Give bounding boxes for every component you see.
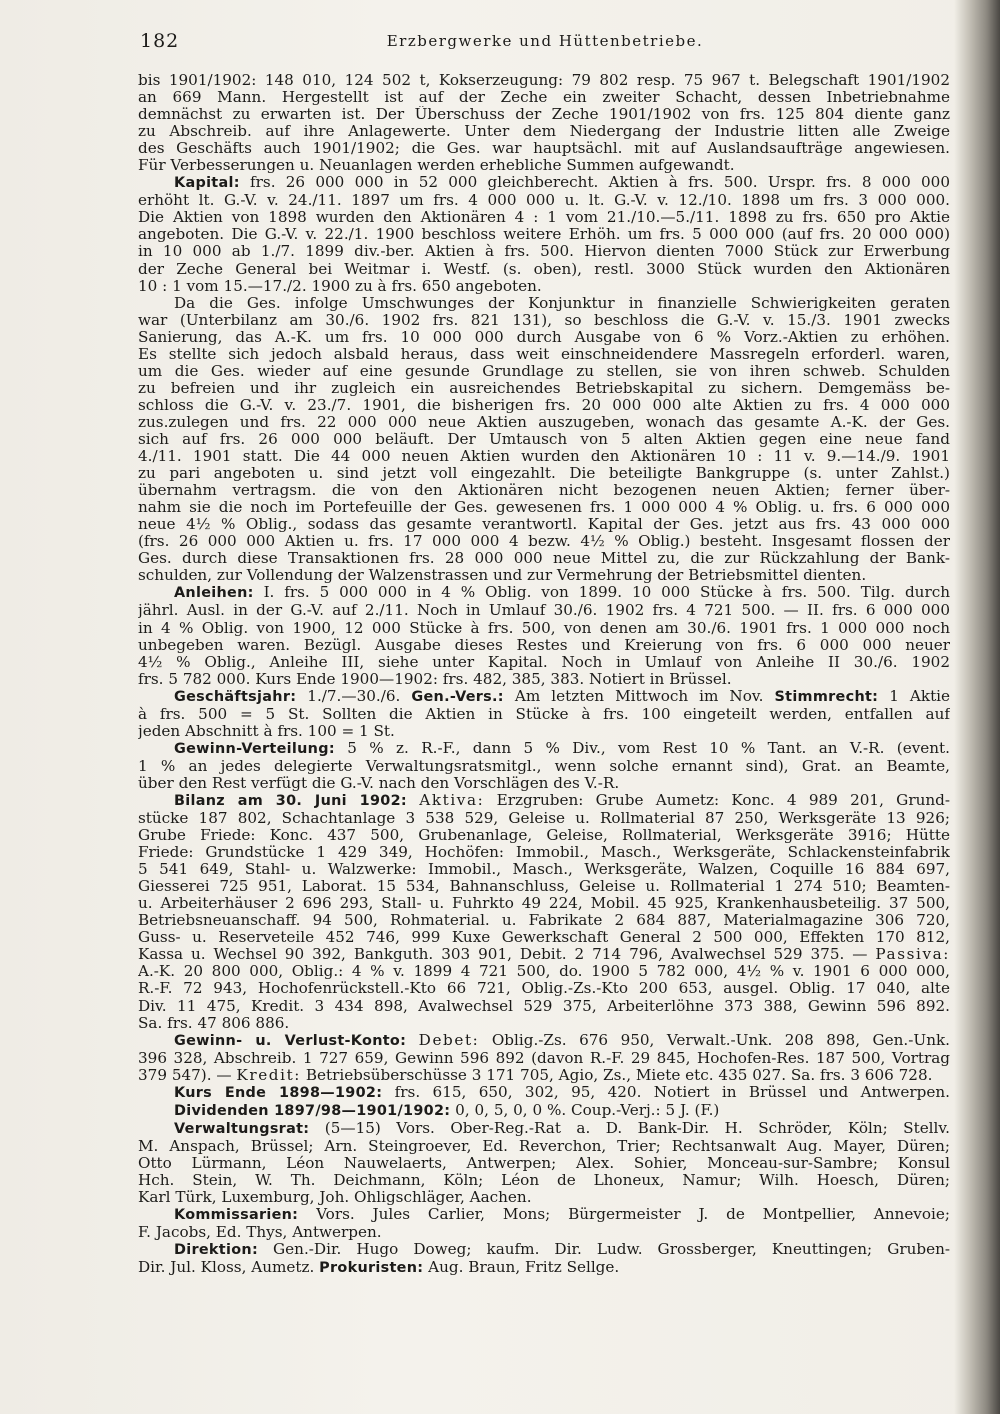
text-run: schulden, zur Vollendung der Walzenstrassen und zur Vermehrung der Betriebsmittel dienten. [138,567,867,585]
text-line [138,740,950,758]
text-line [138,516,950,533]
text-line [138,1015,950,1032]
text-run: Hch. Stein, W. Th. Deichmann, Köln; Léon de Lhoneux, Namur; Wilh. Hoesch, Düren; [138,1172,950,1189]
spaced-label: Debet: [418,1031,480,1049]
text-line [138,929,950,946]
text-line [138,1067,950,1084]
text-run: A.-K. 20 800 000, Oblig.: 4 % v. 1899 4 721 500, do. 1900 5 782 000, 4½ % v. 1901 6 000 000, [138,963,950,981]
text-line [138,499,950,516]
text-line [138,706,950,723]
text-run: Erzgruben: Grube Aumetz: Konc. 4 989 201, Grund- [484,791,950,809]
text-line [138,602,950,619]
text-line [138,688,950,706]
text-run: schloss die G.-V. v. 23./7. 1901, die bisherigen frs. 20 000 000 alte Aktien zu frs. 4 000 000 [138,396,950,414]
text-run: Sanierung, das A.-K. um frs. 10 000 000 durch Ausgabe von 6 % Vorz.-Aktien zu erhöhen. [138,328,950,346]
text-run: Sa. frs. 47 806 886. [138,1014,290,1032]
text-line [138,1084,950,1102]
text-run: über den Rest verfügt die G.-V. nach den Vorschlägen des V.-R. [138,774,620,792]
text-run: 1./7.—30./6. [296,687,412,705]
text-line [138,792,950,810]
section-label: Geschäftsjahr: [174,688,297,705]
text-run: in 4 % Oblig. von 1900, 12 000 Stücke à frs. 500, von denen am 30./6. 1901 frs. 1 000 000 noch [138,619,950,637]
spaced-label: Kredit: [236,1066,301,1084]
text-line [138,363,950,380]
section-label: Gewinn- u. Verlust-Konto: [174,1032,407,1049]
text-run: war (Unterbilanz am 30./6. 1902 frs. 821 131), so beschloss die G.-V. v. 15./3. 1901 zwecks [138,311,950,329]
text-run: Friede: Grundstücke 1 429 349, Hochöfen: Immobil., Masch., Werksgeräte, Schlackensteinfabrik [138,844,950,862]
text-line [138,397,950,414]
section-label: Stimmrecht: [774,688,879,705]
text-run: 396 328, Abschreib. 1 727 659, Gewinn 596 892 (davon R.-F. 29 845, Hochofen-Res. 187 500, Vortrag [138,1049,950,1067]
text-run: sich auf frs. 26 000 000 beläuft. Der Umtausch von 5 alten Aktien gegen eine neue fand [138,430,950,448]
text-line [138,878,950,895]
text-line [138,1189,950,1206]
spaced-label: Passiva: [875,946,950,964]
text-line [138,998,950,1015]
text-line [138,1224,950,1241]
section-label: Prokuristen: [319,1260,424,1277]
text-run: Dir. Jul. Kloss, Aumetz. [138,1259,320,1277]
text-line [138,550,950,567]
text-line [138,157,950,174]
text-line [138,1259,950,1277]
text-run: des Geschäfts auch 1901/1902; die Ges. war hauptsächl. mit auf Auslandsaufträge angewiesen. [138,140,950,158]
text-line [138,1032,950,1050]
text-run: u. Arbeiterhäuser 2 696 293, Stall- u. Fuhrkto 49 224, Mobil. 45 925, Krankenhausbeteilig. 37 500, [138,895,950,913]
text-run: an 669 Mann. Hergestellt ist auf der Zeche ein zweiter Schacht, dessen Inbetriebnahme [138,89,950,107]
text-run: stücke 187 802, Schachtanlage 3 538 529, Geleise u. Rollmaterial 87 250, Werksgeräte 13 926; [138,810,950,828]
text-run: Oblig.-Zs. 676 950, Verwalt.-Unk. 208 898, Gen.-Unk. [479,1031,950,1049]
text-run: (5—15) Vors. Ober-Reg.-Rat a. D. Bank-Dir. H. Schröder, Köln; Stellv. [309,1119,950,1137]
text-line [138,844,950,861]
text-line [138,895,950,912]
text-run: Karl Türk, Luxemburg, Joh. Ohligschläger, Aachen. [138,1189,532,1207]
text-run: frs. 26 000 000 in 52 000 gleichberecht. Aktien à frs. 500. Urspr. frs. 8 000 000 [239,174,950,192]
text-run: Grube Friede: Konc. 437 500, Grubenanlage, Geleise, Rollmaterial, Werksgeräte 3916; Hütte [138,827,950,845]
section-label: Gewinn-Verteilung: [174,740,335,757]
text-line [138,671,950,688]
text-line [138,192,950,209]
text-line [138,106,950,123]
text-run: Otto Lürmann, Léon Nauwelaerts, Antwerpen; Alex. Sohier, Monceau-sur-Sambre; Konsul [138,1154,950,1172]
section-label: Gen.-Vers.: [411,688,504,705]
text-run: Ges. durch diese Transaktionen frs. 28 000 000 neue Mittel zu, die zur Rückzahlung der Bank- [138,550,950,568]
text-run: zu befreien und ihr zugleich ein ausreichendes Betriebskapital zu sichern. Demgemäss be- [138,379,950,397]
text-run: Es stellte sich jedoch alsbald heraus, dass weit einschneidendere Massregeln erforderl. waren, [138,345,950,363]
running-head [140,30,950,56]
text-line [138,654,950,671]
text-line [138,209,950,226]
text-run: M. Anspach, Brüssel; Arn. Steingroever, Ed. Reverchon, Trier; Rechtsanwalt Aug. Mayer, Düren; [138,1137,950,1155]
text-run: demnächst zu erwarten ist. Der Überschuss der Zeche 1901/1902 von frs. 125 804 diente ganz [138,106,950,124]
text-line [138,980,950,997]
text-line [138,431,950,448]
section-label: Kommissarien: [174,1207,299,1224]
text-line [138,912,950,929]
page-number: 182 [140,30,180,52]
text-run: 4./11. 1901 statt. Die 44 000 neuen Aktien wurden den Aktionären 10 : 11 v. 9.—14./9. 1901 [138,448,950,466]
text-run: bis 1901/1902: 148 010, 124 502 t, Kokserzeugung: 79 802 resp. 75 967 t. Belegschaft 1901/1902 [138,72,950,89]
text-line [138,533,950,550]
section-label: Dividenden 1897/98—1901/1902: [174,1102,451,1119]
text-run: Giesserei 725 951, Laborat. 15 534, Bahnanschluss, Geleise u. Rollmaterial 1 274 510; Beamten- [138,878,950,896]
section-label: Bilanz am 30. Juni 1902: [174,792,407,809]
text-line [138,1155,950,1172]
text-line [138,584,950,602]
text-run: Vors. Jules Carlier, Mons; Bürgermeister J. de Montpellier, Annevoie; [298,1206,950,1224]
text-line [138,1241,950,1259]
text-line [138,140,950,157]
text-run: 5 % z. R.-F., dann 5 % Div., vom Rest 10 % Tant. an V.-R. (event. [334,739,950,757]
text-line [138,620,950,637]
text-run: Guss- u. Reserveteile 452 746, 999 Kuxe Gewerkschaft General 2 500 000, Effekten 170 812, [138,929,950,947]
text-run: 1 Aktie [878,687,950,705]
text-run: 0, 0, 5, 0, 0 %. Coup.-Verj.: 5 J. (F.) [450,1101,720,1119]
text-run: 5 541 649, Stahl- u. Walzwerke: Immobil., Masch., Werksgeräte, Walzen, Coquille 16 884 697, [138,861,950,879]
text-run: zu Abschreib. auf ihre Anlagewerte. Unter dem Niedergang der Industrie litten alle Zweige [138,123,950,141]
text-run: Aug. Braun, Fritz Sellge. [423,1259,620,1277]
text-run: erhöht lt. G.-V. v. 24./11. 1897 um frs. 4 000 000 u. lt. G.-V. v. 12./10. 1898 um frs. 3 000 000. [138,192,950,210]
text-run: frs. 5 782 000. Kurs Ende 1900—1902: frs. 482, 385, 383. Notiert in Brüssel. [138,670,732,688]
text-line [138,1138,950,1155]
text-run: I. frs. 5 000 000 in 4 % Oblig. von 1899. 10 000 Stücke à frs. 500. Tilg. durch [253,584,950,602]
section-label: Direktion: [174,1242,259,1259]
text-line [138,1206,950,1224]
text-line [138,278,950,295]
text-line [138,861,950,878]
text-run: übernahm vertragsm. die von den Aktionären nicht bezogenen neuen Aktien; ferner über- [138,482,950,500]
spaced-label: Aktiva: [419,791,485,809]
text-line [138,1120,950,1138]
text-run: zu pari angeboten u. sind jetzt voll eingezahlt. Die beteiligte Bankgruppe (s. unter Zahlst.) [138,465,950,483]
text-run: 1 % an jedes delegierte Verwaltungsratsmitgl., wenn solche ernannt sind), Grat. an Beamte, [138,757,950,775]
text-run: frs. 615, 650, 302, 95, 420. Notiert in Brüssel und Antwerpen. [382,1083,950,1101]
text-line [138,637,950,654]
text-line [138,723,950,740]
text-run: Betriebsüberschüsse 3 171 705, Agio, Zs., Miete etc. 435 027. Sa. frs. 3 606 728. [301,1066,933,1084]
text-line [138,827,950,844]
text-run: 10 : 1 vom 15.—17./2. 1900 zu à frs. 650 angeboten. [138,277,542,295]
text-line [138,448,950,465]
text-run: unbegeben waren. Bezügl. Ausgabe dieses Restes und Kreierung von frs. 6 000 000 neuer [138,636,950,654]
text-run: jeden Abschnitt à frs. 100 = 1 St. [138,722,395,740]
text-run [406,1032,419,1049]
text-line [138,226,950,243]
text-run: in 10 000 ab 1./7. 1899 div.-ber. Aktien à frs. 500. Hiervon dienten 7000 Stück zur Erwerbung [138,243,950,261]
text-run: neue 4½ % Oblig., sodass das gesamte verantwortl. Kapital der Ges. jetzt aus frs. 43 000 000 [138,516,950,534]
text-run: Gen.-Dir. Hugo Doweg; kaufm. Dir. Ludw. Grossberger, Kneuttingen; Gruben- [258,1241,950,1259]
text-run [407,792,419,809]
text-run: Die Aktien von 1898 wurden den Aktionären 4 : 1 vom 21./10.—5./11. 1898 zu frs. 650 pro Aktie [138,209,950,227]
text-line [138,72,950,89]
text-line [138,261,950,278]
section-label: Kapital: [174,175,240,192]
text-run: 379 547). — [138,1066,237,1084]
text-line [138,329,950,346]
text-run: um die Ges. wieder auf eine gesunde Grundlage zu stellen, sie von ihren schweb. Schulden [138,362,950,380]
text-run: zus.zulegen und frs. 22 000 000 neue Aktien auszugeben, wonach das gesamte A.-K. der Ges. [138,413,950,431]
text-run: der Zeche General bei Weitmar i. Westf. (s. oben), restl. 3000 Stück wurden den Aktionären [138,260,950,278]
text-run: à frs. 500 = 5 St. Sollten die Aktien in Stücke à frs. 100 eingeteilt werden, entfallen auf [138,705,950,723]
text-run: R.-F. 72 943, Hochofenrückstell.-Kto 66 721, Oblig.-Zs.-Kto 200 653, ausgel. Oblig. 17 040, alte [138,980,950,998]
text-run: Div. 11 475, Kredit. 3 434 898, Avalwechsel 529 375, Arbeiterlöhne 373 388, Gewinn 596 892. [138,997,950,1015]
text-line [138,123,950,140]
text-run: Kassa u. Wechsel 90 392, Bankguth. 303 901, Debit. 2 714 796, Avalwechsel 529 375. — [138,946,876,964]
section-label: Kurs Ende 1898—1902: [174,1084,383,1101]
text-run: jährl. Ausl. in der G.-V. auf 2./11. Noch in Umlauf 30./6. 1902 frs. 4 721 500. — II. frs. 6 000 000 [138,602,950,620]
text-line [138,946,950,963]
text-line [138,380,950,397]
text-run: (frs. 26 000 000 Aktien u. frs. 17 000 000 4 bezw. 4½ % Oblig.) besteht. Insgesamt flossen der [138,533,950,551]
text-run: Da die Ges. infolge Umschwunges der Konjunktur in finanzielle Schwierigkeiten geraten [174,294,950,312]
text-line [138,775,950,792]
text-line [138,346,950,363]
text-run: F. Jacobs, Ed. Thys, Antwerpen. [138,1224,382,1242]
text-run: Betriebsneuanschaff. 94 500, Rohmaterial. u. Fabrikate 2 684 887, Materialmagazine 306 720, [138,912,950,930]
text-run: Am letzten Mittwoch im Nov. [503,687,775,705]
text-line [138,1050,950,1067]
text-line [138,1172,950,1189]
text-line [138,465,950,482]
text-line [138,810,950,827]
text-line [138,174,950,192]
text-run: Für Verbesserungen u. Neuanlagen werden erhebliche Summen aufgewandt. [138,157,735,175]
text-line [138,312,950,329]
text-line [138,758,950,775]
body-text [138,72,950,1372]
text-run: 4½ % Oblig., Anleihe III, siehe unter Kapital. Noch in Umlauf von Anleihe II 30./6. 1902 [138,653,950,671]
text-run: nahm sie die noch im Portefeuille der Ges. gewesenen frs. 1 000 000 4 % Oblig. u. frs. 6 000 000 [138,499,950,517]
text-line [138,89,950,106]
running-title: Erzbergwerke und Hüttenbetriebe. [386,32,704,50]
text-run: angeboten. Die G.-V. v. 22./1. 1900 beschloss weitere Erhöh. um frs. 5 000 000 (auf frs. 20 000 000) [138,226,950,244]
text-line [138,567,950,584]
text-line [138,482,950,499]
text-line [138,243,950,260]
section-label: Verwaltungsrat: [174,1120,310,1137]
page-edge-shadow [954,0,1000,1414]
text-line [138,963,950,980]
text-line [138,1102,950,1120]
section-label: Anleihen: [174,585,254,602]
text-line [138,295,950,312]
text-line [138,414,950,431]
